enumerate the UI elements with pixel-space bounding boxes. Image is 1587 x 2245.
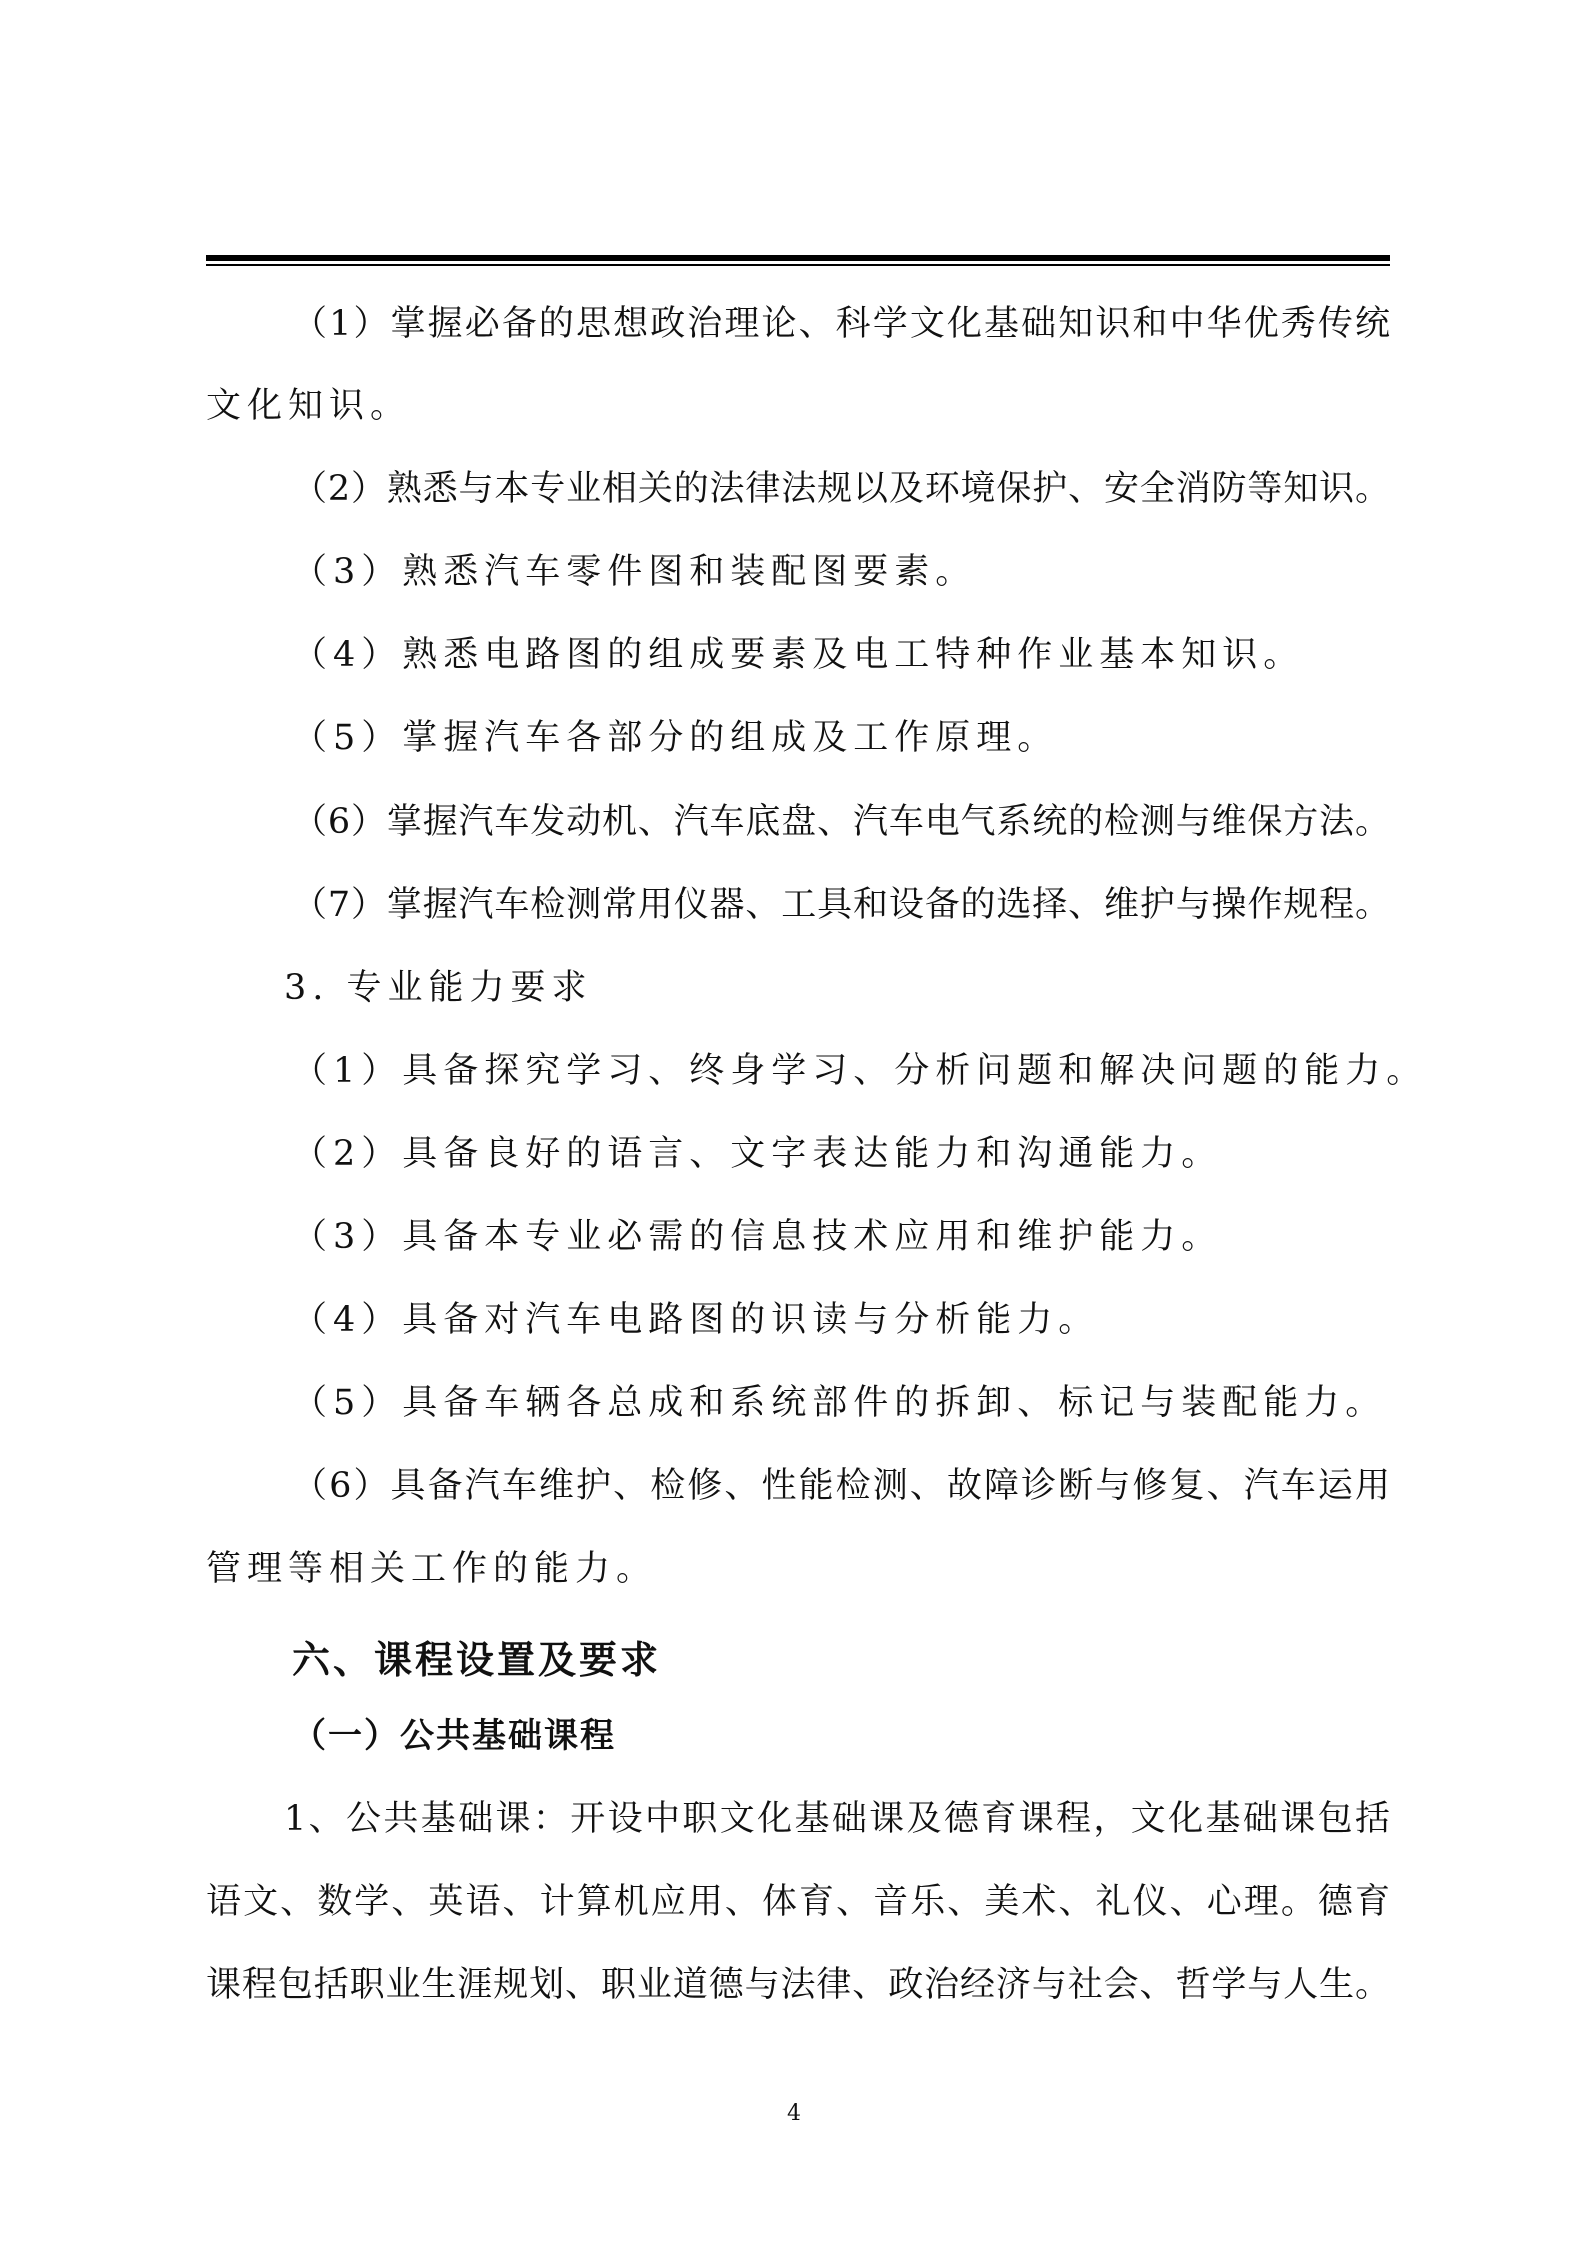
subheading-public-courses: （一）公共基础课程 (292, 1716, 616, 1756)
chapter-heading-curriculum: 六、课程设置及要求 (292, 1637, 662, 1682)
knowledge-item-5: （5）掌握汽车各部分的组成及工作原理。 (292, 718, 1059, 758)
public-courses-para-line-1: 1、公共基础课：开设中职文化基础课及德育课程，文化基础课包括 (284, 1799, 1390, 1839)
page-number: 4 (787, 2101, 801, 2126)
public-courses-para-line-3: 课程包括职业生涯规划、职业道德与法律、政治经济与社会、哲学与人生。 (206, 1965, 1390, 2005)
header-rule-thick (206, 255, 1390, 261)
knowledge-item-1-line-2: 文化知识。 (206, 386, 412, 426)
knowledge-item-4: （4）熟悉电路图的组成要素及电工特种作业基本知识。 (292, 635, 1305, 675)
ability-item-3: （3）具备本专业必需的信息技术应用和维护能力。 (292, 1217, 1223, 1257)
knowledge-item-1-line-1: （1）掌握必备的思想政治理论、科学文化基础知识和中华优秀传统 (292, 304, 1390, 344)
section-professional-ability-title: 3. 专业能力要求 (284, 968, 593, 1008)
ability-item-5: （5）具备车辆各总成和系统部件的拆卸、标记与装配能力。 (292, 1383, 1387, 1423)
ability-item-1: （1）具备探究学习、终身学习、分析问题和解决问题的能力。 (292, 1051, 1428, 1091)
knowledge-item-2: （2）熟悉与本专业相关的法律法规以及环境保护、安全消防等知识。 (292, 469, 1390, 509)
public-courses-para-line-2: 语文、数学、英语、计算机应用、体育、音乐、美术、礼仪、心理。德育 (206, 1882, 1390, 1922)
header-rule-thin (206, 264, 1390, 266)
ability-item-2: （2）具备良好的语言、文字表达能力和沟通能力。 (292, 1134, 1223, 1174)
ability-item-6-line-1: （6）具备汽车维护、检修、性能检测、故障诊断与修复、汽车运用 (292, 1466, 1390, 1506)
knowledge-item-6: （6）掌握汽车发动机、汽车底盘、汽车电气系统的检测与维保方法。 (292, 802, 1390, 842)
knowledge-item-7: （7）掌握汽车检测常用仪器、工具和设备的选择、维护与操作规程。 (292, 885, 1390, 925)
ability-item-6-line-2: 管理等相关工作的能力。 (206, 1549, 658, 1589)
ability-item-4: （4）具备对汽车电路图的识读与分析能力。 (292, 1300, 1100, 1340)
knowledge-item-3: （3）熟悉汽车零件图和装配图要素。 (292, 552, 977, 592)
